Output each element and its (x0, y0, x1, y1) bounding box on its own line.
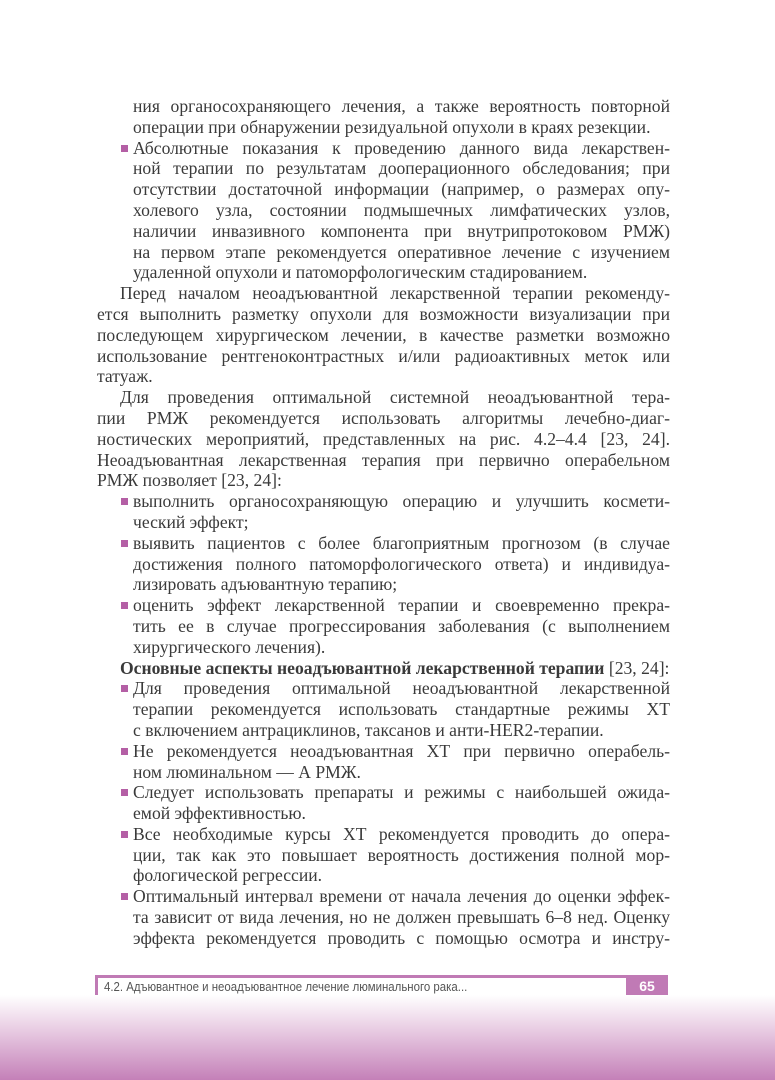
text-line: холевого узла, состоянии подмышечных лимфатических узлов, (133, 199, 670, 220)
text-line: выполнить органосохраняющую операцию и улучшить космети- (133, 491, 670, 512)
heading-bold-text: Основные аспекты неоадъювантной лекарственной терапии (120, 657, 605, 678)
text-line: ется выполнить разметку опухоли для возможности визуализации при (97, 303, 670, 324)
square-bullet-icon (121, 789, 128, 796)
bullet-item (97, 824, 670, 886)
text-line: емой эффективностью. (133, 803, 306, 824)
bullet-item (97, 491, 670, 533)
paragraph (97, 387, 670, 491)
text-line: ном люминальном — А РМЖ. (133, 761, 361, 782)
bullet-item (97, 782, 670, 824)
text-line: на первом этапе рекомендуется оперативное лечение с изучением (133, 241, 670, 262)
text-line: ции, так как это повышает вероятность достижения полной мор- (133, 844, 670, 865)
text-line: РМЖ позволяет [23, 24]: (97, 470, 282, 491)
square-bullet-icon (121, 145, 128, 152)
text-line: лизировать адъювантную терапию; (133, 574, 398, 595)
text-line: та зависит от вида лечения, но не должен превышать 6–8 нед. Оценку (133, 907, 670, 928)
square-bullet-icon (121, 540, 128, 547)
text-line: оценить эффект лекарственной терапии и своевременно прекра- (133, 595, 670, 616)
square-bullet-icon (121, 602, 128, 609)
text-line: ния органосохраняющего лечения, а также вероятность повторной (133, 96, 670, 116)
text-line: Для проведения оптимальной системной неоадъювантной тера- (120, 387, 670, 408)
running-footer (95, 975, 668, 997)
text-line: Все необходимые курсы ХТ рекомендуется проводить до опера- (133, 823, 670, 844)
text-line: терапии рекомендуется использовать стандартные режимы ХТ (133, 699, 670, 720)
text-line: ной терапии по результатам дооперационного обследования; при (133, 158, 670, 179)
bullet-item (97, 741, 670, 783)
paragraph (97, 96, 670, 138)
text-line: татуаж. (97, 366, 153, 387)
heading-citation: [23, 24]: (604, 657, 670, 678)
bullet-item (97, 595, 670, 657)
text-line: Перед началом неоадъювантной лекарственной терапии рекоменду- (120, 283, 670, 304)
text-line: фологической регрессии. (133, 865, 323, 886)
page-number: 65 (626, 975, 668, 997)
page-body-text (97, 96, 670, 949)
bullet-item (97, 138, 670, 284)
square-bullet-icon (121, 748, 128, 755)
text-line: операции при обнаружении резидуальной опухоли в краях резекции. (133, 116, 651, 137)
bullet-item (97, 533, 670, 595)
text-line: последующем хирургическом лечении, в качестве разметки возможно (97, 324, 670, 345)
section-heading (97, 658, 670, 679)
text-line: Для проведения оптимальной неоадъювантной лекарственной (133, 678, 670, 699)
text-line: пии РМЖ рекомендуется использовать алгоритмы лечебно-диаг- (97, 407, 670, 428)
text-line: Абсолютные показания к проведению данного вида лекарствен- (133, 137, 670, 158)
paragraph (97, 283, 670, 387)
text-line: Оптимальный интервал времени от начала лечения до оценки эффек- (133, 886, 670, 907)
bullet-item (97, 886, 670, 948)
square-bullet-icon (121, 498, 128, 505)
text-line: ностических мероприятий, представленных на рис. 4.2–4.4 [23, 24]. (97, 428, 670, 449)
text-line: ческий эффект; (133, 511, 249, 532)
square-bullet-icon (121, 893, 128, 900)
text-line: Следует использовать препараты и режимы с наибольшей ожида- (133, 782, 670, 803)
heading-line (97, 658, 670, 679)
text-line: наличии инвазивного компонента при внутрипротоковом РМЖ) (133, 220, 670, 241)
text-line: Неоадъювантная лекарственная терапия при первично операбельном (97, 449, 670, 470)
bullet-item (97, 678, 670, 740)
square-bullet-icon (121, 831, 128, 838)
footer-chapter-title: 4.2. Адъювантное и неоадъювантное лечение люминального рака... (104, 979, 468, 994)
decorative-gradient-band (0, 995, 775, 1080)
square-bullet-icon (121, 685, 128, 692)
text-line: использование рентгеноконтрастных и/или радиоактивных меток или (97, 345, 670, 366)
text-line: хирургического лечения). (133, 636, 326, 657)
text-line: эффекта рекомендуется проводить с помощью осмотра и инстру- (133, 927, 670, 948)
text-line: удаленной опухоли и патоморфологическим стадированием. (133, 262, 588, 283)
text-line: тить ее в случае прогрессирования заболевания (с выполнением (133, 615, 670, 636)
text-line: достижения полного патоморфологического ответа) и индивидуа- (133, 553, 670, 574)
text-line: выявить пациентов с более благоприятным прогнозом (в случае (133, 532, 670, 553)
text-line: с включением антрациклинов, таксанов и анти-HER2-терапии. (133, 719, 604, 740)
text-line: отсутствии достаточной информации (например, о размерах опу- (133, 179, 670, 200)
text-line: Не рекомендуется неоадъювантная ХТ при первично операбель- (133, 740, 670, 761)
